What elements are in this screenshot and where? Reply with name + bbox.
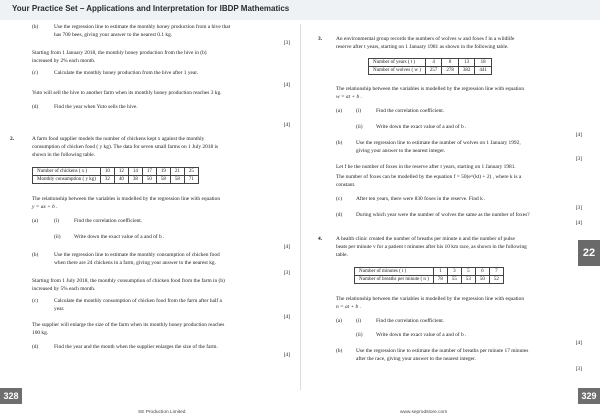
stem-text: Yuto will sell the hive to another farm when its monthly honey production reaches 3 kg. bbox=[32, 90, 222, 96]
table-cell: 14 bbox=[128, 168, 142, 176]
stem-text: The relationship between the variables is modelled by the regression line with equation bbox=[336, 296, 525, 302]
footer-publisher: SE Production Limited bbox=[138, 410, 186, 415]
table-row-header: Number of minutes ( t ) bbox=[355, 268, 434, 276]
question-text: Find the correlation coefficient. bbox=[376, 318, 445, 324]
marks: [4] bbox=[283, 352, 290, 358]
question-text: Find the year when Yuto sells the hive. bbox=[54, 104, 138, 110]
header-title: Your Practice Set – Applications and Interpretation for IBDP Mathematics bbox=[12, 4, 290, 13]
question-subpart-label: (i) bbox=[54, 218, 60, 224]
marks: [4] bbox=[283, 82, 290, 88]
stem-text: An environmental group records the numbers of wolves w and foxes f in a wildlife bbox=[336, 36, 515, 42]
marks: [3] bbox=[575, 366, 582, 372]
marks: [3] bbox=[283, 40, 290, 46]
marks: [4] bbox=[575, 132, 582, 138]
stem-text: increased by 2% each month. bbox=[32, 58, 96, 64]
table-cell: 1 bbox=[433, 268, 447, 276]
question-part-label: (b) bbox=[336, 348, 343, 354]
marks: [3] bbox=[283, 270, 290, 276]
data-table-breaths bbox=[354, 267, 504, 284]
table-cell: 10 bbox=[100, 168, 114, 176]
question-text: Write down the exact value of a and of b . bbox=[74, 234, 165, 240]
table-cell: 382 bbox=[458, 67, 475, 75]
stem-text: The supplier will enlarge the size of the farm when its monthly honey production reaches bbox=[32, 322, 225, 328]
table-row-header: Number of chickens ( x ) bbox=[33, 168, 101, 176]
question-text: Find the year and the month when the supplier enlarges the size of the farm. bbox=[54, 344, 218, 350]
table-cell: 25 bbox=[184, 168, 198, 176]
page-number-left: 328 bbox=[0, 388, 22, 404]
stem-text: reserve after t years, starting on 1 January 1981 as shown in the following table. bbox=[336, 44, 509, 50]
table-cell: 18 bbox=[475, 59, 492, 67]
stem-text: increased by 5% each month. bbox=[32, 286, 96, 292]
data-table-wolves bbox=[368, 58, 492, 75]
question-text: Use the regression line to estimate the number of wolves on 1 January 1992, bbox=[356, 140, 521, 146]
stem-text: beats per minute v for a patient t minutes after his 10 km race, as shown in the following bbox=[336, 244, 527, 250]
table-cell: 8 bbox=[442, 59, 459, 67]
question-text: when there are 24 chickens in a farm, giving your answer to the nearest kg. bbox=[54, 260, 216, 266]
table-row-header: Number of breaths per minute ( n ) bbox=[355, 276, 434, 284]
question-text: after the race, giving your answer to the nearest integer. bbox=[356, 356, 476, 362]
table-row bbox=[355, 268, 504, 276]
table-cell: 21 bbox=[170, 168, 184, 176]
table-cell: 12 bbox=[114, 168, 128, 176]
marks: [3] bbox=[575, 205, 582, 211]
stem-text: A health clinic created the number of breaths per minute n and the number of pulse bbox=[336, 236, 515, 242]
question-text: giving your answer to the nearest integer. bbox=[356, 148, 446, 154]
table-cell: 52 bbox=[489, 276, 503, 284]
table-cell: 6 bbox=[475, 268, 489, 276]
question-part-label: (c) bbox=[32, 70, 38, 76]
page-gutter bbox=[300, 24, 301, 390]
table-cell: 17 bbox=[142, 168, 156, 176]
data-table-chickens bbox=[32, 167, 199, 184]
question-text: year. bbox=[54, 306, 65, 312]
question-subpart-label: (ii) bbox=[356, 332, 363, 338]
stem-text: Starting from 1 July 2018, the monthly consumption of chicken food from the farm in (b) bbox=[32, 278, 225, 284]
question-text: Calculate the monthly honey production from the hive after 1 year. bbox=[54, 70, 199, 76]
marks: [4] bbox=[575, 220, 582, 226]
question-text: Use the regression line to estimate the number of breaths per minute 17 minutes bbox=[356, 348, 529, 354]
page-number-right: 329 bbox=[578, 388, 600, 404]
question-part-label: (a) bbox=[336, 318, 342, 324]
question-subpart-label: (ii) bbox=[356, 124, 363, 130]
question-text: After ten years, there were 830 foxes in the reserve. Find k . bbox=[356, 196, 486, 202]
question-part-label: (c) bbox=[336, 196, 342, 202]
stem-text: Let f be the number of foxes in the reserve after t years, starting on 1 January 1981. bbox=[336, 164, 516, 170]
table-row-header: Monthly consumption ( y kg) bbox=[33, 176, 101, 184]
table-cell: 53 bbox=[461, 276, 475, 284]
stem-text: The relationship between the variables is modelled by the regression line with equation bbox=[32, 196, 221, 202]
question-subpart-label: (ii) bbox=[54, 234, 61, 240]
stem-text: The number of foxes can be modelled by the equation f = 50(e^(kt) + 2) , where k is a bbox=[336, 174, 522, 180]
question-subpart-label: (i) bbox=[356, 108, 362, 114]
table-cell: 58 bbox=[156, 176, 170, 184]
page-header bbox=[0, 0, 600, 20]
marks: [4] bbox=[283, 122, 290, 128]
marks: [4] bbox=[575, 340, 582, 346]
marks: [4] bbox=[283, 314, 290, 320]
table-cell: 58 bbox=[170, 176, 184, 184]
table-cell: 7 bbox=[489, 268, 503, 276]
stem-text: Starting from 1 January 2018, the monthly honey production from the hive in (b) bbox=[32, 50, 207, 56]
question-part-label: (b) bbox=[32, 252, 39, 258]
question-part-label: (a) bbox=[32, 218, 38, 224]
stem-text: table. bbox=[336, 252, 348, 258]
marks: [4] bbox=[283, 244, 290, 250]
table-row bbox=[355, 276, 504, 284]
question-number: 3. bbox=[318, 36, 323, 42]
question-text: has 700 bees, giving your answer to the nearest 0.1 kg. bbox=[54, 32, 173, 38]
question-text: During which year were the number of wolves the same as the number of foxes? bbox=[356, 212, 530, 218]
table-cell: 13 bbox=[458, 59, 475, 67]
stem-text: shown in the following table. bbox=[32, 152, 96, 158]
stem-text: constant. bbox=[336, 182, 356, 188]
question-part-label: (d) bbox=[336, 212, 343, 218]
table-cell: 257 bbox=[425, 67, 442, 75]
table-row-header: Number of years ( t ) bbox=[369, 59, 426, 67]
question-text: Find the correlation coefficient. bbox=[376, 108, 445, 114]
question-part-label: (b) bbox=[336, 140, 343, 146]
question-part-label: (c) bbox=[32, 298, 38, 304]
table-row bbox=[369, 59, 492, 67]
stem-text: consumption of chicken food ( y kg). The data for seven small farms on 1 July 2018 is bbox=[32, 144, 219, 150]
table-cell: 40 bbox=[114, 176, 128, 184]
table-row bbox=[33, 176, 199, 184]
question-text: Calculate the monthly consumption of chicken food from the farm after half a bbox=[54, 298, 222, 304]
table-cell: 71 bbox=[184, 176, 198, 184]
question-number: 4. bbox=[318, 236, 323, 242]
table-cell: 38 bbox=[128, 176, 142, 184]
footer-website: www.seprodstore.com bbox=[400, 410, 448, 415]
table-row bbox=[369, 67, 492, 75]
question-text: Write down the exact value of a and of b . bbox=[376, 124, 467, 130]
equation: n = at + b . bbox=[336, 304, 361, 310]
table-cell: 19 bbox=[156, 168, 170, 176]
question-part-label: (b) bbox=[32, 24, 39, 30]
table-cell: 278 bbox=[442, 67, 459, 75]
question-part-label: (d) bbox=[32, 104, 39, 110]
chapter-tab: 22 bbox=[578, 240, 600, 266]
table-cell: 441 bbox=[475, 67, 492, 75]
stem-text: The relationship between the variables is modelled by the regression line with equation bbox=[336, 86, 525, 92]
table-cell: 3 bbox=[447, 268, 461, 276]
table-row bbox=[33, 168, 199, 176]
table-cell: 5 bbox=[461, 268, 475, 276]
equation: w = at + b . bbox=[336, 94, 362, 100]
question-text: Write down the exact value of a and of b . bbox=[376, 332, 467, 338]
table-cell: 50 bbox=[142, 176, 156, 184]
question-part-label: (d) bbox=[32, 344, 39, 350]
question-number: 2. bbox=[10, 136, 15, 142]
table-cell: 50 bbox=[475, 276, 489, 284]
equation: y = ax + b . bbox=[32, 204, 58, 210]
marks: [3] bbox=[575, 156, 582, 162]
table-row-header: Number of wolves ( w ) bbox=[369, 67, 426, 75]
stem-text: 100 kg. bbox=[32, 330, 49, 336]
question-subpart-label: (i) bbox=[356, 318, 362, 324]
table-cell: 55 bbox=[447, 276, 461, 284]
question-text: Use the regression line to estimate the monthly consumption of chicken food bbox=[54, 252, 220, 258]
table-cell: 32 bbox=[100, 176, 114, 184]
table-cell: 78 bbox=[433, 276, 447, 284]
question-text: Use the regression line to estimate the monthly honey production from a hive that bbox=[54, 24, 231, 30]
question-part-label: (a) bbox=[336, 108, 342, 114]
question-text: Find the correlation coefficient. bbox=[74, 218, 143, 224]
table-cell: 4 bbox=[425, 59, 442, 67]
stem-text: A farm food supplier models the number of chickens kept x against the monthly bbox=[32, 136, 205, 142]
